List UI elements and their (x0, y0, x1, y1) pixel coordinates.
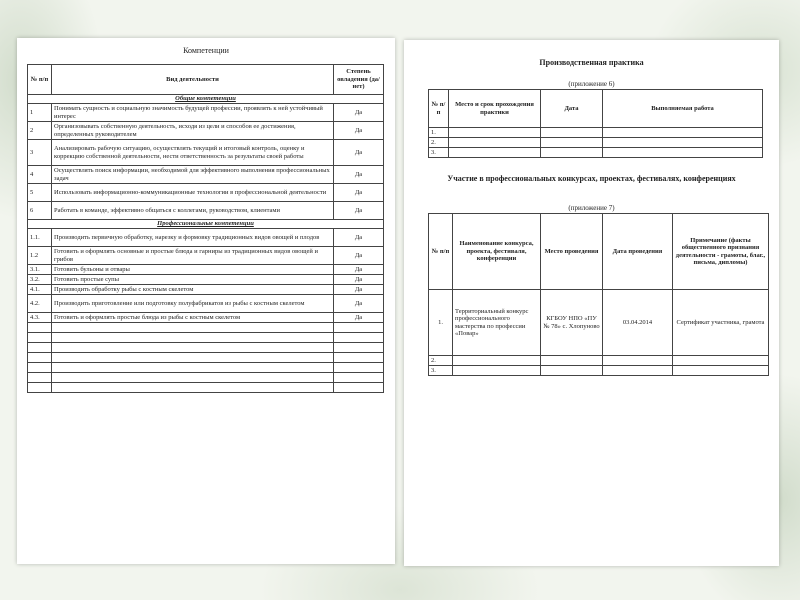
empty-row (28, 383, 384, 393)
empty-row (28, 323, 384, 333)
section-general: Общие компетенции (28, 95, 384, 104)
header-degree: Степень овладения (да/нет) (334, 65, 384, 95)
table-row: 3. (429, 366, 769, 376)
empty-row (28, 373, 384, 383)
table-row: 6 Работать в команде, эффективно общаться с коллегами, руководством, клиентами Да (28, 202, 384, 220)
practice-page (404, 40, 779, 566)
table-row: 1. Территориальный конкурс профессионального мастерства по профессии «Повар» КГБОУ НПО «ПУ № 78» с. Хлопуново 03.04.2014 Сертификат участника, грамота (429, 290, 769, 356)
table-row: 2 Организовывать собственную деятельность, исходя из цели и способов ее достижения, определенных руководителем Да (28, 122, 384, 140)
empty-row (28, 353, 384, 363)
table-row: 3. (429, 148, 763, 158)
table-row: 1. (429, 128, 763, 138)
contest-title: Участие в профессиональных конкурсах, проектах, фестивалях, конференциях (447, 174, 736, 183)
table-row: 4.3. Готовить и оформлять простые блюда из рыбы с костным скелетом Да (28, 313, 384, 323)
table-row: 3.2. Готовить простые супы Да (28, 275, 384, 285)
practice-title: Производственная практика (539, 58, 644, 67)
table-row: 4.2. Производить приготовление или подготовку полуфабрикатов из рыбы с костным скелетом Да (28, 295, 384, 313)
table-row: 1.2 Готовить и оформлять основные и простые блюда и гарниры из традиционных видов овощей и грибов Да (28, 247, 384, 265)
contest-appendix: (приложение 7) (568, 204, 615, 212)
competencies-table (27, 64, 384, 393)
table-row: 3.1. Готовить бульоны и отвары Да (28, 265, 384, 275)
table-row: 2. (429, 138, 763, 148)
competencies-page (17, 38, 395, 564)
section-professional: Профессиональные компетенции (28, 220, 384, 229)
table-row: 2. (429, 356, 769, 366)
empty-row (28, 343, 384, 353)
contest-table: № п/п Наименование конкурса, проекта, фестиваля, конференции Место проведения Дата проведения Примечание (факты общественного признания деятельности - грамоты, благ., письма, дипломы) 1. Территориальный конкурс профессионального мастерства по профессии «Повар» КГБОУ НПО «ПУ № 78» с. Хлопуново 03.04.2014 Сертификат участника, грамота 2. 3. (428, 213, 769, 376)
page-title: Компетенции (183, 46, 229, 55)
practice-appendix: (приложение 6) (568, 80, 615, 88)
header-activity: Вид деятельности (52, 65, 334, 95)
table-row: 3 Анализировать рабочую ситуацию, осуществлять текущий и итоговый контроль, оценку и коррекцию собственной деятельности, нести ответственность за результаты своей работы Да (28, 140, 384, 166)
table-row: 1 Понимать сущность и социальную значимость будущей профессии, проявлять к ней устойчивый интерес Да (28, 104, 384, 122)
table-row: 5 Использовать информационно-коммуникационные технологии в профессиональной деятельности Да (28, 184, 384, 202)
table-row: 1.1. Производить первичную обработку, нарезку и формовку традиционных видов овощей и плодов Да (28, 229, 384, 247)
empty-row (28, 363, 384, 373)
practice-table: № п/п Место и срок прохождения практики Дата Выполняемая работа 1. 2. 3. (428, 89, 763, 158)
header-num: № п/п (28, 65, 52, 95)
table-row: 4.1. Производить обработку рыбы с костным скелетом Да (28, 285, 384, 295)
empty-row (28, 333, 384, 343)
table-row: 4 Осуществлять поиск информации, необходимой для эффективного выполнения профессиональных задач Да (28, 166, 384, 184)
